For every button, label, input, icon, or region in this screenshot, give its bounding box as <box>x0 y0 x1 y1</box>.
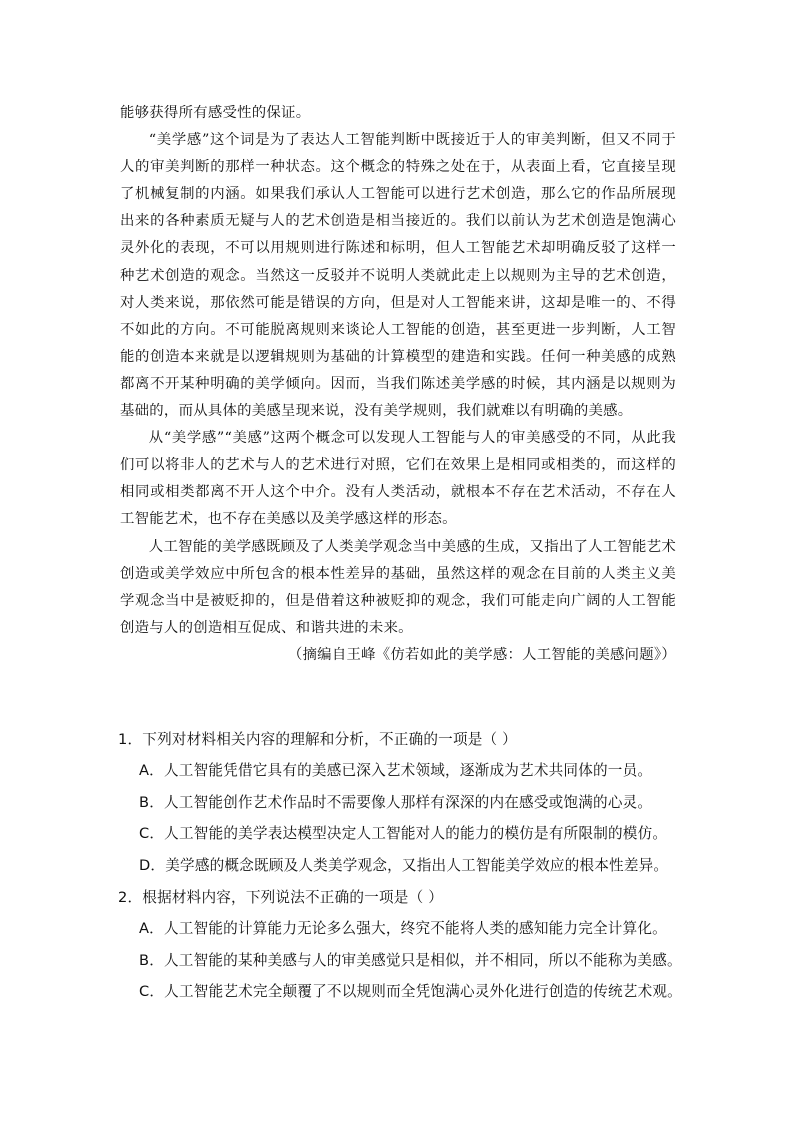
question-option: B．人工智能创作艺术作品时不需要像人那样有深深的内在感受或饱满的心灵。 <box>139 793 653 811</box>
question-option: D．美学感的概念既顾及人类美学观念，又指出人工智能美学效应的根本性差异。 <box>139 856 669 874</box>
question-option: A．人工智能的计算能力无论多么强大，终究不能将人类的感知能力完全计算化。 <box>139 920 667 937</box>
question-option: C．人工智能艺术完全颠覆了不以规则而全凭饱满心灵外化进行创造的传统艺术观。 <box>139 983 682 1000</box>
essay-paragraph: 从“美学感”“美感”这两个概念可以发现人工智能与人的审美感受的不同，从此我们可以将非人的艺术与人的艺术进行对照，它们在效果上是相同或相类的，而这样的相同或相类都离不开人这个中介。没有人类活动，就根本不存在艺术活动，不存在人工智能艺术，也不存在美感以及美学感这样的形态。 <box>120 430 676 528</box>
essay-source-citation: （摘编自王峰《仿若如此的美学感：人工智能的美感问题》） <box>287 646 676 663</box>
question-item <box>118 728 678 877</box>
question-option: C．人工智能的美学表达模型决定人工智能对人的能力的模仿是有所限制的模仿。 <box>139 825 668 842</box>
essay-paragraph: “美学感”这个词是为了表达人工智能判断中既接近于人的审美判断，但又不同于人的审美判断的那样一种状态。这个概念的特殊之处在于，从表面上看，它直接呈现了机械复制的内涵。如果我们承认人工智能可以进行艺术创造，那么它的作品所展现出来的各种素质无疑与人的艺术创造是相当接近的。我们以前认为艺术创造是饱满心灵外化的表现，不可以用规则进行陈述和标明，但人工智能艺术却明确反驳了这样一种艺术创造的观念。当然这一反驳并不说明人类就此走上以规则为主导的艺术创造，对人类来说，那依然可能是错误的方向，但是对人工智能来讲，这却是唯一的、不得不如此的方向。不可能脱离规则来谈论人工智能的创造，甚至更进一步判断，人工智能的创造本来就是以逻辑规则为基础的计算模型的建造和实践。任何一种美感的成熟都离不开某种明确的美学倾向。因而，当我们陈述美学感的时候，其内涵是以规则为基础的，而从具体的美感呈现来说，没有美学规则，我们就难以有明确的美感。 <box>120 132 676 420</box>
question-stem: 1．下列对材料相关内容的理解和分析，不正确的一项是（ ） <box>118 731 517 748</box>
question-option: B．人工智能的某种美感与人的审美感觉只是相似，并不相同，所以不能称为美感。 <box>139 951 682 969</box>
question-item <box>118 886 682 1003</box>
essay-paragraph: 人工智能的美学感既顾及了人类美学观念当中美感的生成，又指出了人工智能艺术创造或美学效应中所包含的根本性差异的基础，虽然这样的观念在目前的人类主义美学观念当中是被贬抑的，但是借着这种被贬抑的观念，我们可能走向广阔的人工智能创造与人的创造相互促成、和谐共进的未来。 <box>120 538 676 636</box>
question-option: A．人工智能凭借它具有的美感已深入艺术领域，逐渐成为艺术共同体的一员。 <box>139 762 653 779</box>
question-stem: 2．根据材料内容，下列说法不正确的一项是（ ） <box>118 889 443 906</box>
essay-paragraph: 能够获得所有感受性的保证。 <box>120 105 311 121</box>
question-list <box>118 728 682 1013</box>
essay-body <box>120 100 676 669</box>
